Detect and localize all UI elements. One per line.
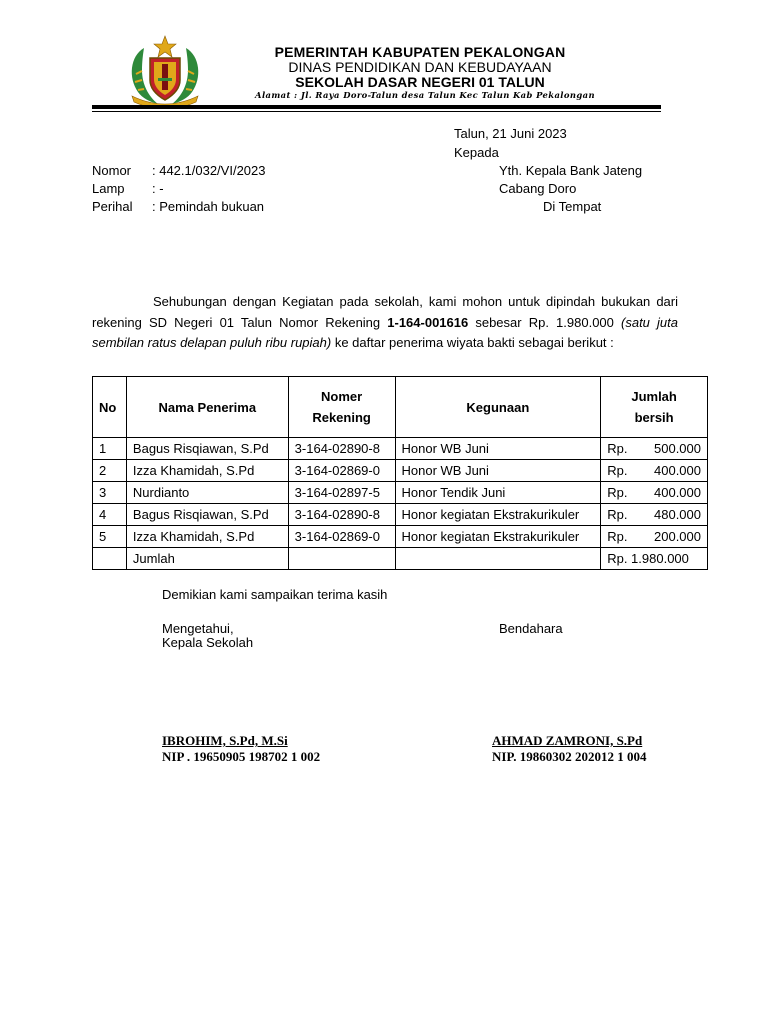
cell-name: Bagus Risqiawan, S.Pd [126, 438, 288, 460]
table-row [93, 460, 708, 482]
cell-purpose: Honor WB Juni [395, 460, 601, 482]
cell-amount-value: 500.000 [654, 440, 701, 456]
col-header-purpose: Kegunaan [395, 377, 601, 438]
col-header-amount-line1: Jumlah [631, 389, 677, 404]
table-row [93, 482, 708, 504]
col-header-name: Nama Penerima [126, 377, 288, 438]
cell-no: 2 [93, 460, 127, 482]
closing-text: Demikian kami sampaikan terima kasih [162, 587, 388, 602]
cell-amount-value: 480.000 [654, 506, 701, 522]
meta-value-nomor: : 442.1/032/VI/2023 [152, 163, 266, 178]
col-header-amount [601, 377, 708, 438]
amount-in-words: (satu juta sembilan ratus delapan puluh ribu rupiah) [92, 314, 678, 350]
cell-currency: Rp. [607, 484, 628, 500]
total-label: Jumlah [126, 548, 288, 570]
sign-left-nip: NIP . 19650905 198702 1 002 [162, 749, 321, 764]
col-header-account-line1: Nomer [320, 389, 363, 404]
cell-account: 3-164-02869-0 [288, 460, 395, 482]
recipient-place: Di Tempat [543, 199, 602, 214]
sign-right-nip: NIP. 19860302 202012 1 004 [492, 749, 647, 764]
cell-name: Izza Khamidah, S.Pd [126, 460, 288, 482]
meta-label-nomor: Nomor [92, 163, 132, 178]
cell-amount [601, 482, 708, 504]
cell-account: 3-164-02890-8 [288, 438, 395, 460]
cell-name: Nurdianto [126, 482, 288, 504]
account-number: 1-164-001616 [387, 314, 469, 330]
letterhead-rule-thin [92, 111, 661, 112]
recipient-name: Yth. Kepala Bank Jateng [499, 163, 643, 178]
cell-no: 3 [93, 482, 127, 504]
cell-currency: Rp. [607, 440, 628, 456]
recipient-branch: Cabang Doro [499, 181, 577, 196]
cell-no: 1 [93, 438, 127, 460]
cell-currency: Rp. [607, 506, 628, 522]
body-text-3: ke daftar penerima wiyata bakti sebagai berikut : [331, 335, 614, 350]
table-row [93, 526, 708, 548]
meta-label-lamp: Lamp [92, 181, 125, 196]
letterhead-school: SEKOLAH DASAR NEGERI 01 TALUN [295, 74, 545, 90]
cell-empty [93, 548, 127, 570]
col-header-account [288, 377, 395, 438]
meta-value-perihal: : Pemindah bukuan [152, 199, 265, 214]
sign-left-name: IBROHIM, S.Pd, M.Si [162, 733, 288, 748]
table-row [93, 504, 708, 526]
cell-purpose: Honor kegiatan Ekstrakurikuler [395, 504, 601, 526]
cell-amount-value: 400.000 [654, 462, 701, 478]
cell-account: 3-164-02890-8 [288, 504, 395, 526]
sign-left-role: Kepala Sekolah [162, 635, 254, 650]
sign-right-name: AHMAD ZAMRONI, S.Pd [492, 733, 643, 748]
cell-amount [601, 526, 708, 548]
sign-left-label: Mengetahui, [162, 621, 234, 636]
recipient-table [92, 376, 708, 570]
cell-no: 5 [93, 526, 127, 548]
cell-purpose: Honor kegiatan Ekstrakurikuler [395, 526, 601, 548]
sign-right-role: Bendahara [499, 621, 563, 636]
cell-empty [288, 548, 395, 570]
cell-amount-value: 200.000 [654, 528, 701, 544]
letterhead [210, 44, 630, 90]
recipient-kepada: Kepada [454, 145, 499, 160]
cell-empty [395, 548, 601, 570]
col-header-no: No [93, 377, 127, 438]
cell-amount-value: 400.000 [654, 484, 701, 500]
cell-amount [601, 504, 708, 526]
cell-currency: Rp. [607, 528, 628, 544]
cell-account: 3-164-02869-0 [288, 526, 395, 548]
cell-account: 3-164-02897-5 [288, 482, 395, 504]
table-row [93, 438, 708, 460]
cell-name: Bagus Risqiawan, S.Pd [126, 504, 288, 526]
meta-label-perihal: Perihal [92, 199, 133, 214]
col-header-amount-line2: bersih [634, 410, 674, 425]
letter-date: Talun, 21 Juni 2023 [454, 126, 567, 141]
table-header-row [93, 377, 708, 438]
cell-amount [601, 460, 708, 482]
letterhead-address: Alamat : Jl. Raya Doro-Talun desa Talun Kec Talun Kab Pekalongan [255, 90, 595, 100]
body-text-2: sebesar Rp. 1.980.000 [468, 314, 622, 330]
cell-currency: Rp. [607, 462, 628, 478]
letterhead-rule [92, 105, 661, 109]
cell-amount [601, 438, 708, 460]
letterhead-department: DINAS PENDIDIKAN DAN KEBUDAYAAN [288, 59, 552, 75]
cell-purpose: Honor WB Juni [395, 438, 601, 460]
meta-value-lamp: : - [152, 181, 164, 196]
cell-name: Izza Khamidah, S.Pd [126, 526, 288, 548]
cell-purpose: Honor Tendik Juni [395, 482, 601, 504]
total-value: Rp. 1.980.000 [601, 548, 708, 570]
body-paragraph [92, 292, 678, 354]
cell-no: 4 [93, 504, 127, 526]
body-text-1: Sehubungan dengan Kegiatan pada sekolah, kami mohon untuk dipindah bukukan dari rekening SD Negeri 01 Talun Nomor Rekening [92, 294, 678, 330]
letterhead-government: PEMERINTAH KABUPATEN PEKALONGAN [274, 44, 566, 60]
col-header-account-line2: Rekening [312, 410, 371, 425]
table-total-row [93, 548, 708, 570]
